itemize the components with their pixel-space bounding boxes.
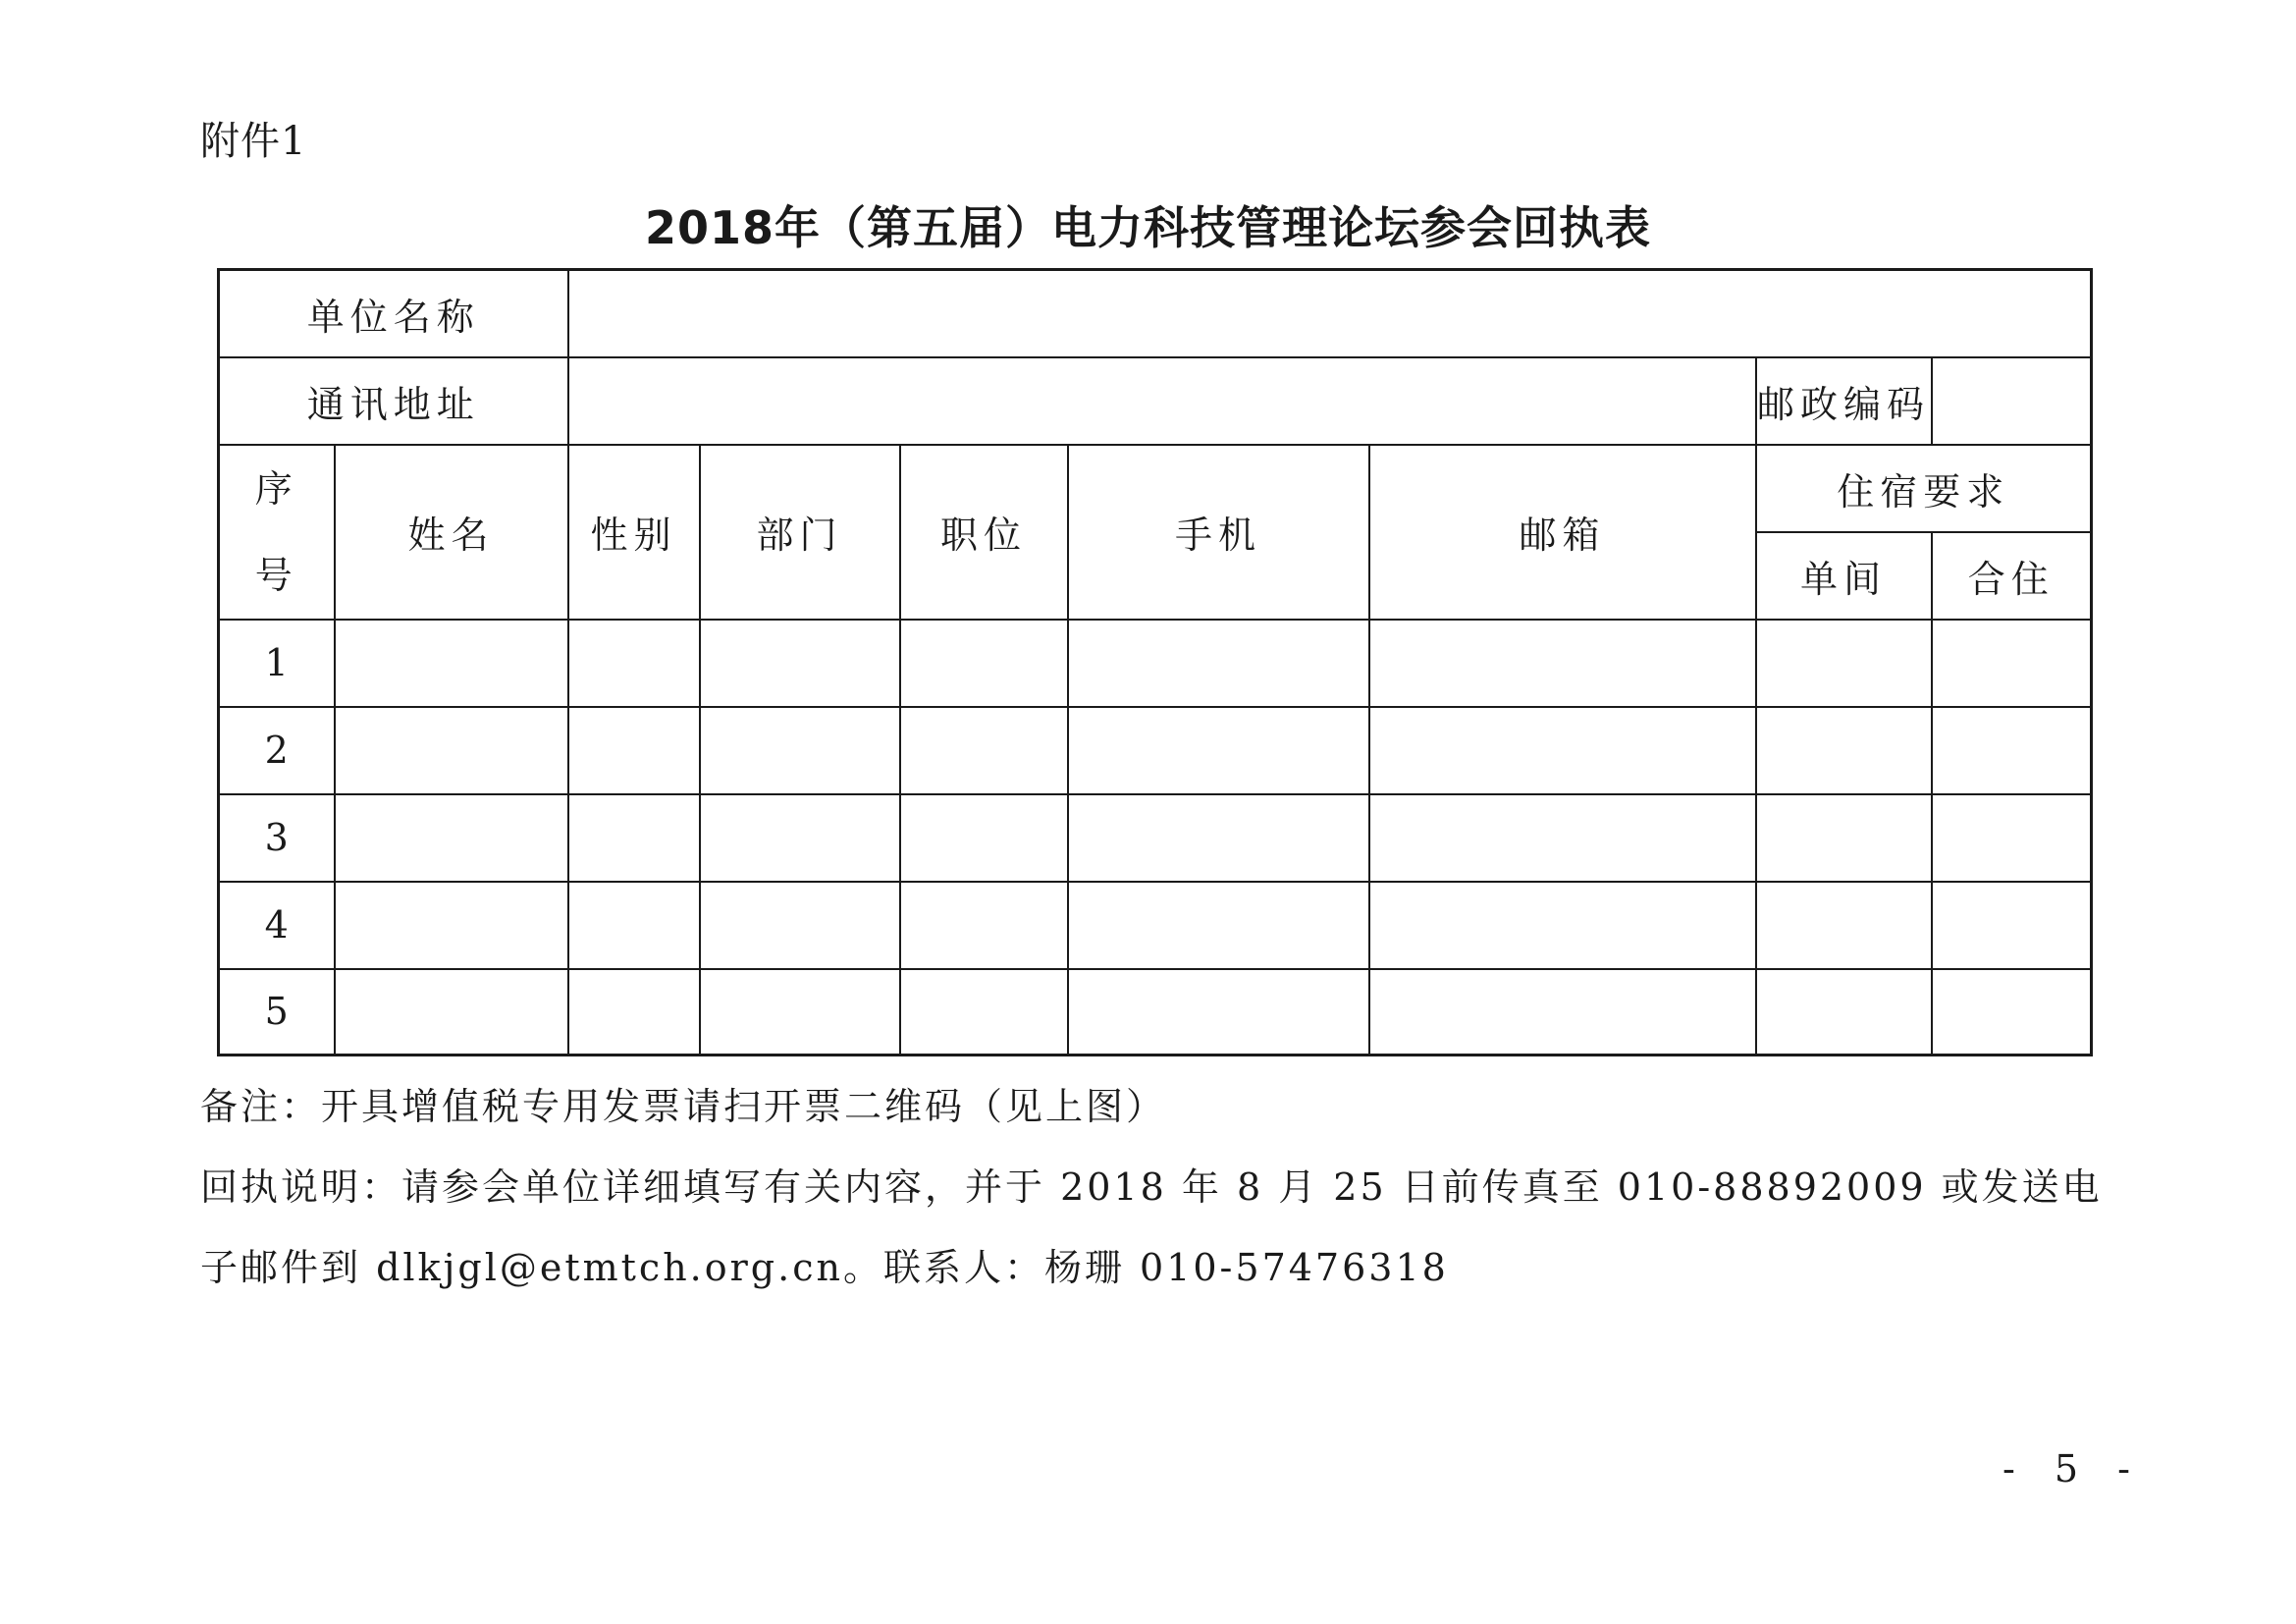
single-room-cell[interactable] [1756, 620, 1932, 707]
department-cell[interactable] [700, 882, 900, 969]
postcode-label: 邮政编码 [1756, 357, 1932, 445]
email-cell[interactable] [1369, 969, 1756, 1056]
table-row [219, 882, 2092, 969]
name-cell[interactable] [335, 882, 568, 969]
table-row [219, 794, 2092, 882]
shared-room-cell[interactable] [1932, 969, 2092, 1056]
single-room-header: 单间 [1756, 532, 1932, 620]
gender-cell[interactable] [568, 882, 700, 969]
name-header: 姓名 [335, 445, 568, 620]
remark-note: 备注：开具增值税专用发票请扫开票二维码（见上图） [200, 1085, 1167, 1128]
position-cell[interactable] [900, 969, 1068, 1056]
seq-header-line2: 号 [254, 553, 298, 597]
shared-room-cell[interactable] [1932, 882, 2092, 969]
unit-name-field[interactable] [568, 270, 2092, 357]
department-cell[interactable] [700, 794, 900, 882]
position-cell[interactable] [900, 794, 1068, 882]
table-row [219, 707, 2092, 794]
department-cell[interactable] [700, 707, 900, 794]
position-header: 职位 [900, 445, 1068, 620]
row-number: 5 [219, 969, 335, 1056]
single-room-cell[interactable] [1756, 969, 1932, 1056]
shared-room-cell[interactable] [1932, 620, 2092, 707]
address-field[interactable] [568, 357, 1756, 445]
email-header: 邮箱 [1369, 445, 1756, 620]
table-row [219, 969, 2092, 1056]
email-cell[interactable] [1369, 794, 1756, 882]
email-cell[interactable] [1369, 620, 1756, 707]
position-cell[interactable] [900, 707, 1068, 794]
name-cell[interactable] [335, 969, 568, 1056]
table-row [219, 620, 2092, 707]
reply-instructions-line2: 子邮件到 dlkjgl@etmtch.org.cn。联系人：杨珊 010-57476318 [200, 1246, 1449, 1289]
department-header: 部门 [700, 445, 900, 620]
accommodation-header: 住宿要求 [1756, 445, 2092, 532]
seq-header [219, 445, 335, 620]
gender-cell[interactable] [568, 620, 700, 707]
single-room-cell[interactable] [1756, 794, 1932, 882]
gender-cell[interactable] [568, 969, 700, 1056]
shared-room-cell[interactable] [1932, 794, 2092, 882]
email-cell[interactable] [1369, 707, 1756, 794]
name-cell[interactable] [335, 620, 568, 707]
gender-cell[interactable] [568, 794, 700, 882]
single-room-cell[interactable] [1756, 707, 1932, 794]
row-number: 4 [219, 882, 335, 969]
reply-instructions-line1: 回执说明：请参会单位详细填写有关内容，并于 2018 年 8 月 25 日前传真至 010-88892009 或发送电 [200, 1165, 2103, 1209]
unit-name-label: 单位名称 [219, 270, 568, 357]
mobile-cell[interactable] [1068, 707, 1369, 794]
department-cell[interactable] [700, 620, 900, 707]
position-cell[interactable] [900, 620, 1068, 707]
mobile-header: 手机 [1068, 445, 1369, 620]
address-label: 通讯地址 [219, 357, 568, 445]
single-room-cell[interactable] [1756, 882, 1932, 969]
department-cell[interactable] [700, 969, 900, 1056]
registration-form-table [217, 268, 2093, 1056]
seq-header-line1: 序 [254, 466, 298, 511]
mobile-cell[interactable] [1068, 620, 1369, 707]
mobile-cell[interactable] [1068, 794, 1369, 882]
mobile-cell[interactable] [1068, 969, 1369, 1056]
name-cell[interactable] [335, 794, 568, 882]
document-title: 2018年（第五届）电力科技管理论坛参会回执表 [644, 201, 1652, 254]
mobile-cell[interactable] [1068, 882, 1369, 969]
gender-header: 性别 [568, 445, 700, 620]
page-number: - 5 - [2002, 1447, 2145, 1490]
row-number: 1 [219, 620, 335, 707]
shared-room-cell[interactable] [1932, 707, 2092, 794]
gender-cell[interactable] [568, 707, 700, 794]
postcode-field[interactable] [1932, 357, 2092, 445]
attachment-label: 附件1 [200, 119, 307, 164]
name-cell[interactable] [335, 707, 568, 794]
email-cell[interactable] [1369, 882, 1756, 969]
row-number: 2 [219, 707, 335, 794]
row-number: 3 [219, 794, 335, 882]
shared-room-header: 合住 [1932, 532, 2092, 620]
position-cell[interactable] [900, 882, 1068, 969]
